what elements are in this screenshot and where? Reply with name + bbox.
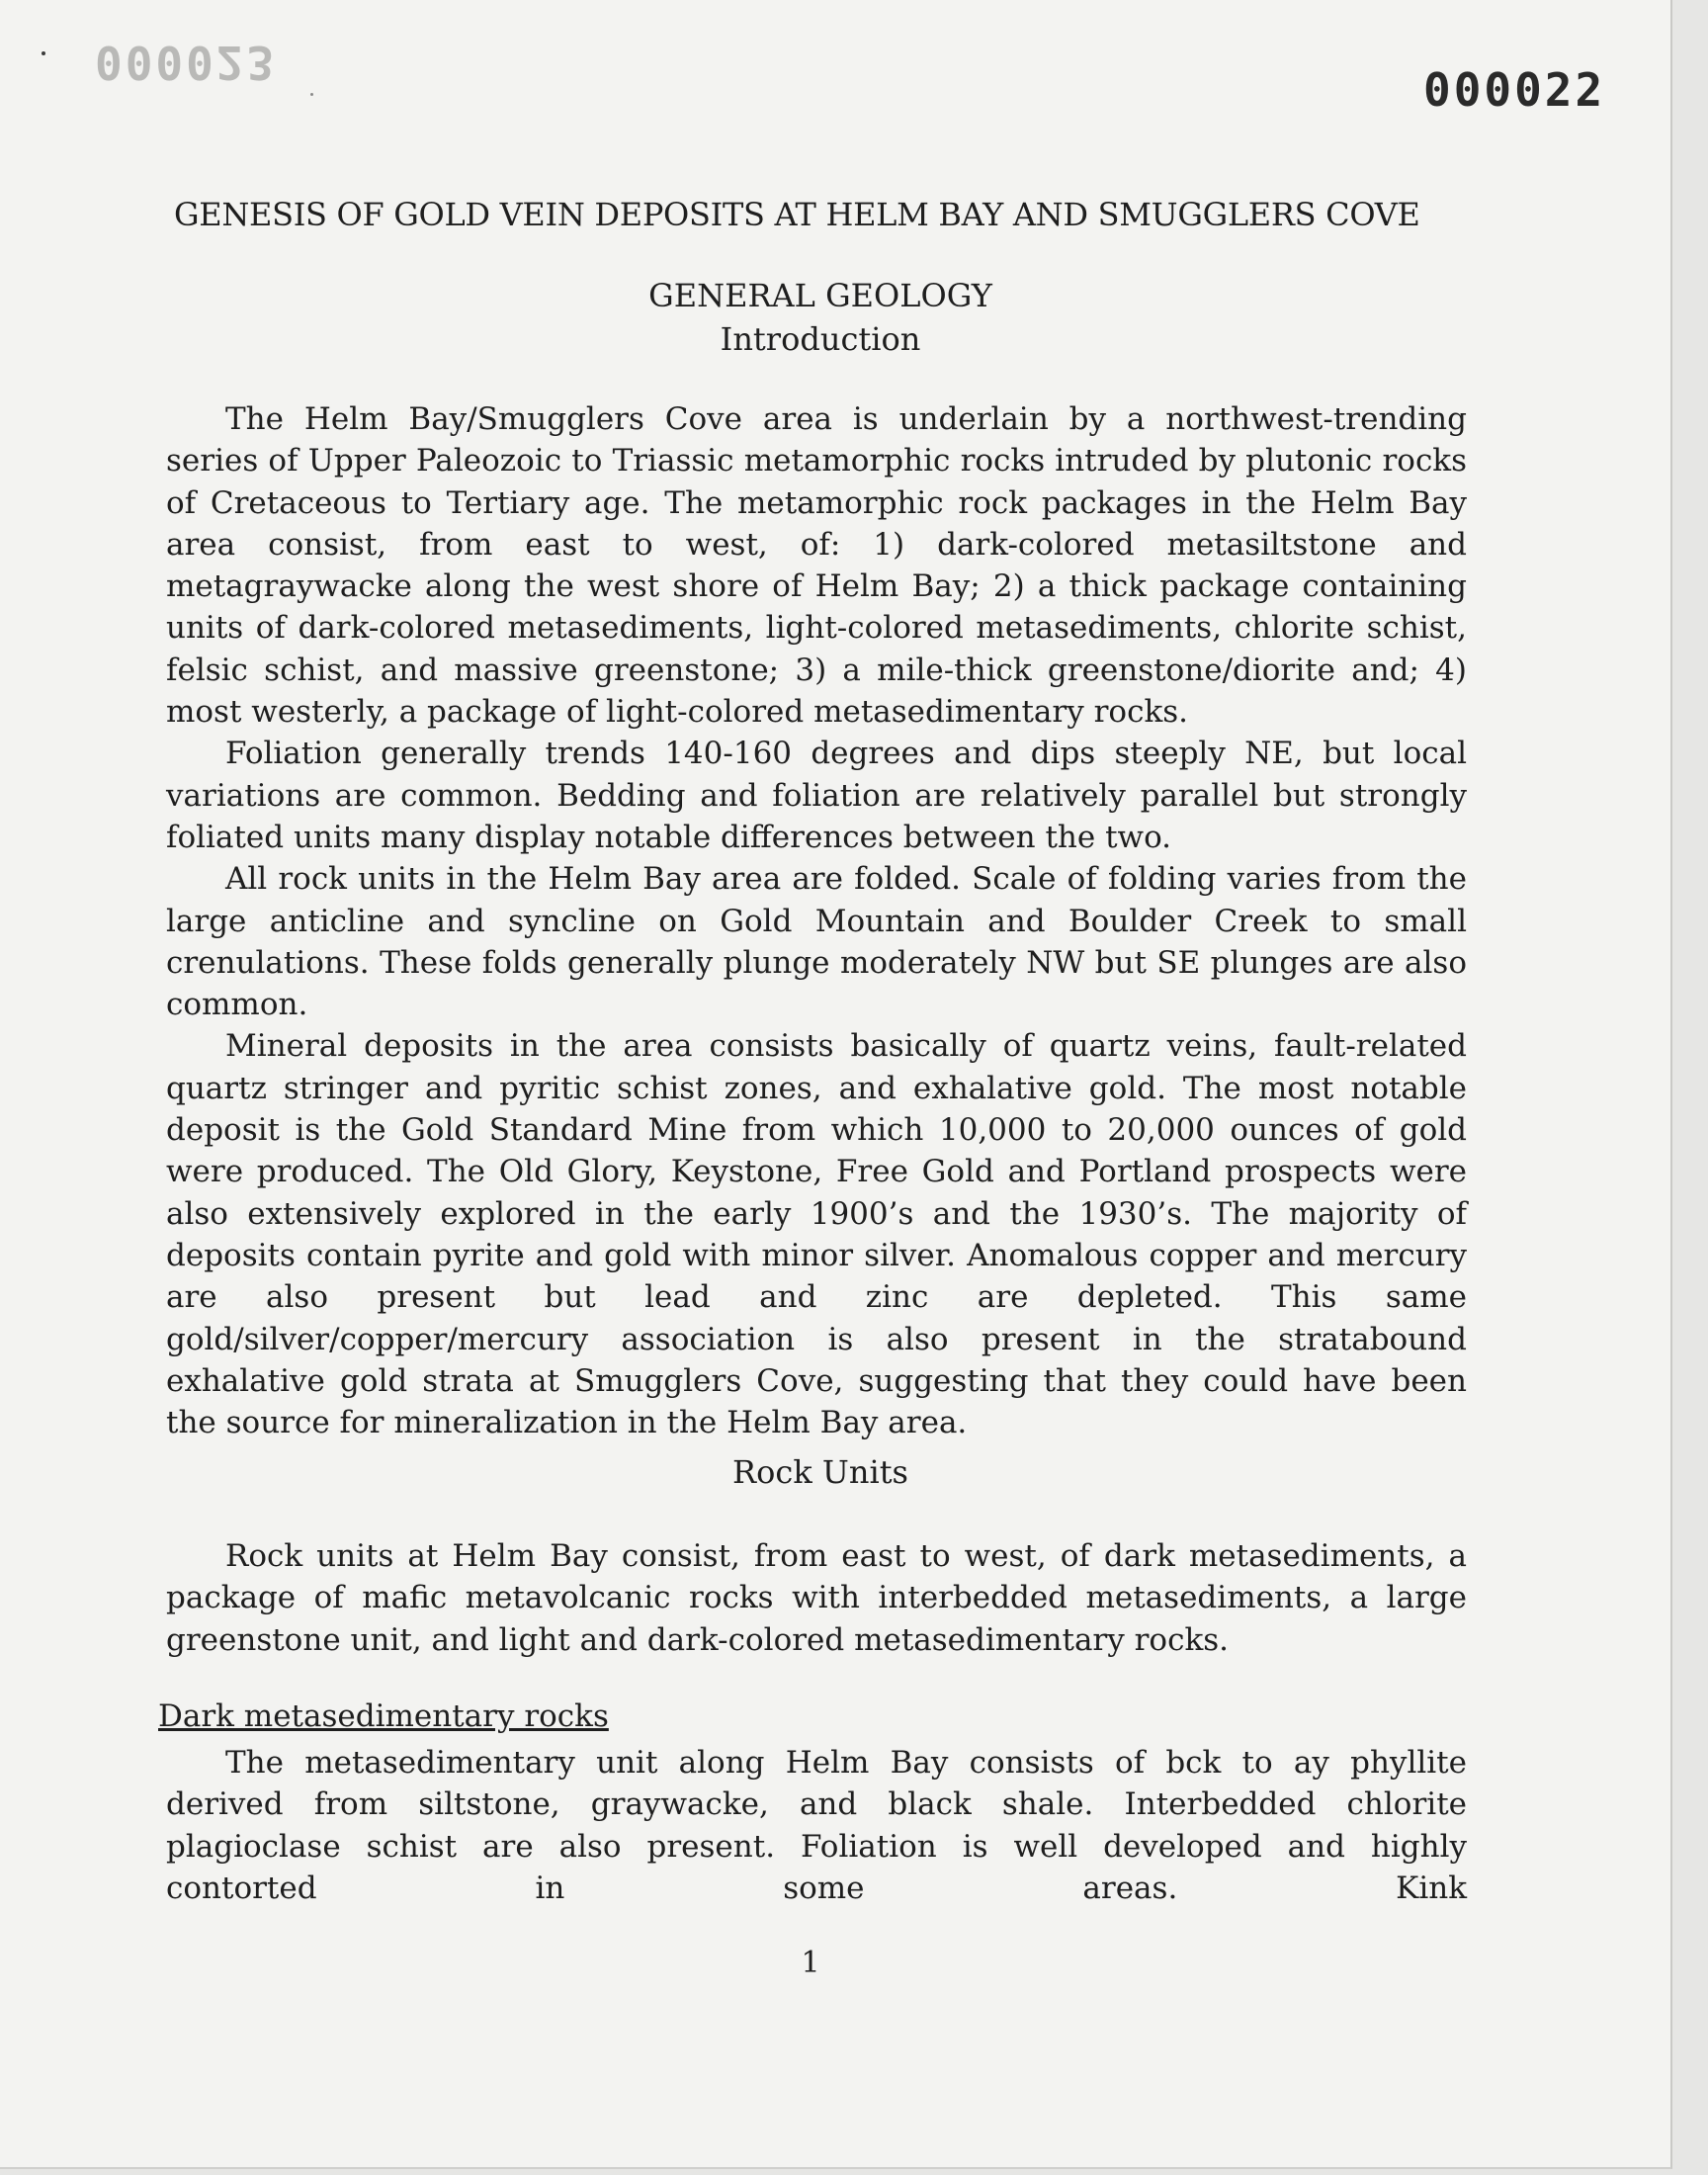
paragraph: The metasedimentary unit along Helm Bay consists of bck to ay phyllite derived from siltstone, graywacke, and black shale. Interbedded chlorite plagioclase schist are also present. Foliation is well developed and highly contorted in some areas. Kink: [166, 1745, 1467, 1906]
paragraph: Mineral deposits in the area consists basically of quartz veins, fault-related quartz stringer and pyritic schist zones, and exhalative gold. The most notable deposit is the Gold Standard Mine from which 10,000 to 20,000 ounces of gold were produced. The Old Glory, Keystone, Free Gold and Portland prospects were also extensively explored in the early 1900’s and the 1930’s. The majority of deposits contain pyrite and gold with minor silver. Anomalous copper and mercury are also present but lead and zinc are depleted. This same gold/silver/copper/mercury association is also present in the stratabound exhalative gold strata at Smugglers Cove, suggesting that they could have been the source for mineralization in the Helm Bay area.: [166, 1028, 1467, 1441]
bates-number-stamp: 000022: [1423, 63, 1606, 117]
mirrored-bates-stamp: 000023: [95, 36, 278, 89]
scan-speck: [42, 51, 45, 55]
rock-units-heading: Rock Units: [732, 1453, 908, 1491]
paragraph: Foliation generally trends 140-160 degrees and dips steeply NE, but local variations are common. Bedding and foliation are relatively parallel but strongly foliated units many display notable differences between the two.: [166, 736, 1467, 855]
paragraph: The Helm Bay/Smugglers Cove area is underlain by a northwest-trending series of Upper Paleozoic to Triassic metamorphic rocks intruded by plutonic rocks of Cretaceous to Tertiary age. The metamorphic rock packages in the Helm Bay area consist, from east to west, of: 1) dark-colored metasiltstone and metagraywacke along the west shore of Helm Bay; 2) a thick package containing units of dark-colored metasediments, light-colored metasediments, chlorite schist, felsic schist, and massive greenstone; 3) a mile-thick greenstone/diorite and; 4) most westerly, a package of light-colored metasedimentary rocks.: [166, 401, 1467, 731]
dark-metasedimentary-heading: Dark metasedimentary rocks: [158, 1698, 609, 1734]
introduction-text: [166, 398, 1467, 1443]
scan-speck: [310, 93, 313, 96]
subsection-heading: Introduction: [720, 320, 921, 358]
section-heading: GENERAL GEOLOGY: [648, 277, 992, 314]
rock-units-text: [166, 1535, 1467, 1661]
page-number: 1: [801, 1946, 820, 1980]
paragraph: Rock units at Helm Bay consist, from east to west, of dark metasediments, a package of mafic metavolcanic rocks with interbedded metasediments, a large greenstone unit, and light and dark-colored metasedimentary rocks.: [166, 1538, 1467, 1658]
paragraph: All rock units in the Helm Bay area are folded. Scale of folding varies from the large anticline and syncline on Gold Mountain and Boulder Creek to small crenulations. These folds generally plunge moderately NW but SE plunges are also common.: [166, 861, 1467, 1023]
document-title: GENESIS OF GOLD VEIN DEPOSITS AT HELM BAY AND SMUGGLERS COVE: [174, 196, 1420, 233]
dark-metasedimentary-text: [166, 1742, 1467, 1909]
